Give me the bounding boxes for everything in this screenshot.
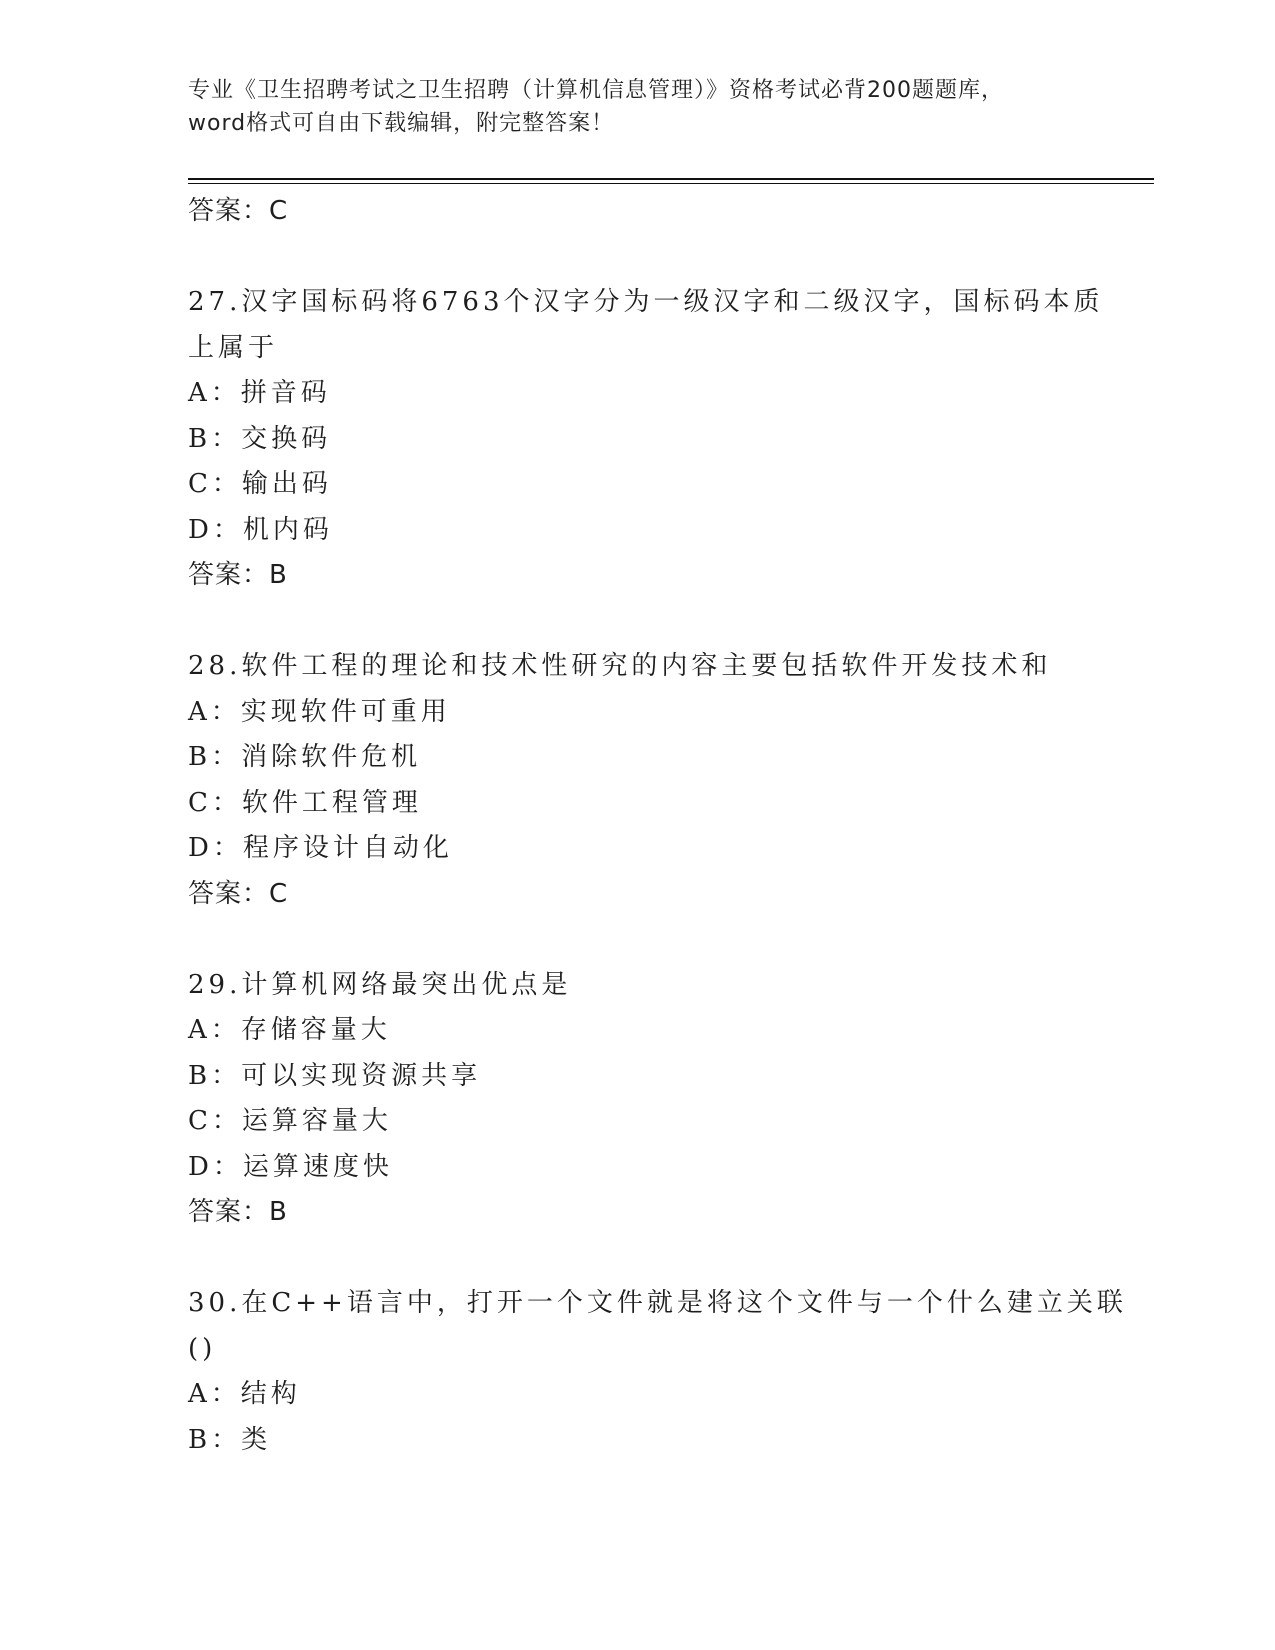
- answer-line: 答案：C: [188, 878, 289, 909]
- option-b: B：类: [188, 1424, 272, 1455]
- question-stem: 27.汉字国标码将6763个汉字分为一级汉字和二级汉字，国标码本质: [188, 287, 1104, 317]
- answer-line: 答案：B: [188, 560, 288, 590]
- option-b: B：可以实现资源共享: [188, 1060, 482, 1091]
- question-stem: 30.在C++语言中，打开一个文件就是将这个文件与一个什么建立关联: [188, 1288, 1127, 1318]
- option-a: A：实现软件可重用: [188, 696, 451, 727]
- option-c: C：软件工程管理: [188, 787, 422, 818]
- spacer: [188, 599, 1088, 645]
- document-header: [188, 74, 1088, 140]
- option-c: C：输出码: [188, 469, 332, 499]
- option-a: A：结构: [188, 1379, 301, 1409]
- spacer: [188, 1236, 1088, 1282]
- question-stem: 29.计算机网络最突出优点是: [188, 969, 572, 1000]
- question-29: [188, 963, 1088, 1236]
- answer-line: 答案：C: [188, 196, 289, 226]
- option-a: A：存储容量大: [188, 1015, 391, 1045]
- spacer: [188, 917, 1088, 963]
- question-list: [188, 189, 1127, 1463]
- question-27: [188, 280, 1104, 599]
- header-line-2: word格式可自由下载编辑，附完整答案！: [188, 111, 615, 136]
- question-stem: 28.软件工程的理论和技术性研究的内容主要包括软件开发技术和: [188, 651, 1052, 681]
- option-d: D：程序设计自动化: [188, 833, 453, 863]
- header-line-1: 专业《卫生招聘考试之卫生招聘（计算机信息管理）》资格考试必背200题题库，: [188, 78, 1004, 103]
- option-a: A：拼音码: [188, 378, 331, 408]
- option-b: B：交换码: [188, 423, 332, 454]
- question-30: [188, 1281, 1127, 1463]
- answer-line: 答案：B: [188, 1197, 288, 1227]
- option-d: D：机内码: [188, 514, 333, 545]
- spacer: [188, 235, 1088, 281]
- header-divider-thick: [188, 178, 1154, 180]
- option-d: D：运算速度快: [188, 1151, 393, 1182]
- option-c: C：运算容量大: [188, 1106, 392, 1136]
- header-divider-thin: [188, 183, 1154, 184]
- question-28: [188, 644, 1088, 917]
- question-stem: 上属于: [188, 332, 279, 363]
- option-b: B：消除软件危机: [188, 742, 422, 772]
- question-stem: (): [188, 1333, 217, 1364]
